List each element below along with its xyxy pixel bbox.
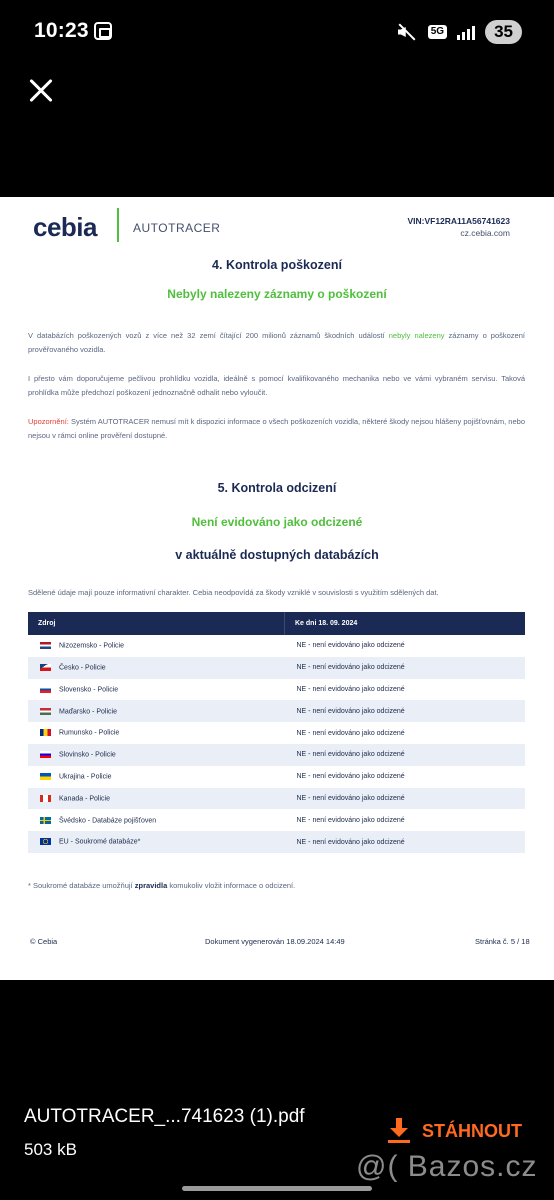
table-row	[28, 766, 525, 788]
download-label: STÁHNOUT	[422, 1120, 522, 1141]
table-row	[28, 635, 525, 657]
row-status: NE - není evidováno jako odcizené	[296, 816, 405, 824]
row-source-label: Ukrajina - Policie	[59, 773, 112, 781]
signal-icon	[457, 24, 475, 40]
se-flag-icon	[40, 817, 51, 824]
cz-flag-icon	[40, 664, 51, 671]
row-source-label: Švédsko - Databáze pojišťoven	[59, 816, 157, 824]
row-source-label: EU - Soukromé databáze*	[59, 838, 141, 846]
row-source-label: Česko - Policie	[59, 664, 106, 672]
logo-divider	[117, 208, 119, 242]
nl-flag-icon	[40, 642, 51, 649]
ro-flag-icon	[40, 729, 51, 736]
row-source-label: Rumunsko - Policie	[59, 729, 120, 737]
table-row	[28, 831, 525, 853]
hu-flag-icon	[40, 708, 51, 715]
section4-title: 4. Kontrola poškození	[212, 258, 342, 272]
table-row	[28, 722, 525, 744]
section5-title: 5. Kontrola odcizení	[217, 481, 337, 495]
table-row	[28, 744, 525, 766]
network-badge: 5G	[428, 25, 447, 39]
status-indicators	[396, 18, 522, 46]
row-source-label: Slovinsko - Policie	[59, 751, 116, 759]
row-source	[28, 831, 285, 853]
row-source-label: Maďarsko - Policie	[59, 707, 117, 715]
footer-copyright: © Cebia	[30, 937, 58, 946]
vin-number: VIN:VF12RA11A56741623	[407, 216, 510, 226]
row-status: NE - není evidováno jako odcizené	[296, 642, 405, 650]
row-source	[28, 809, 285, 831]
bazos-watermark: @( Bazos.cz	[356, 1150, 538, 1183]
table-header-row	[28, 612, 525, 635]
footer-page-number: Stránka č. 5 / 18	[475, 937, 530, 946]
row-status: NE - není evidováno jako odcizené	[285, 700, 526, 722]
section5-result: Není evidováno jako odcizené	[191, 515, 363, 529]
close-icon[interactable]	[26, 76, 56, 106]
row-source	[28, 744, 285, 766]
row-source	[28, 700, 285, 722]
table-row	[28, 700, 525, 722]
section4-paragraph-1: V databázích poškozených vozů z více než 32 zemí čítající 200 milionů záznamů škodních událostí nebyly nalezeny záznamy o poškození prověřovaného vozidla.	[28, 331, 525, 354]
row-source	[28, 766, 285, 788]
row-source	[28, 657, 285, 679]
footnote: * Soukromé databáze umožňují zpravidla komukoliv vložit informace o odcizení.	[28, 881, 296, 890]
row-status: NE - není evidováno jako odcizené	[296, 685, 405, 693]
theft-check-table	[28, 612, 525, 853]
row-source	[28, 788, 285, 810]
footer-generated: Dokument vygenerován 18.09.2024 14:49	[205, 937, 345, 946]
download-button[interactable]	[388, 1118, 522, 1144]
download-icon	[388, 1118, 410, 1144]
section5-subtitle: v aktuálně dostupných databázích	[175, 548, 379, 562]
table-row	[28, 679, 525, 701]
site-url: cz.cebia.com	[460, 228, 510, 238]
row-status: NE - není evidováno jako odcizené	[285, 788, 526, 810]
status-bar	[0, 0, 554, 64]
status-time: 10:23	[34, 19, 89, 42]
section4-warning: Upozornění: Systém AUTOTRACER nemusí mít k dispozici informace o všech poškozeních vozidla, některé škody nejsou hlášeny pojišťovnám, nebo nejsou v rámci online prověření dostupné.	[28, 417, 525, 440]
section4-paragraph-2: I přesto vám doporučujeme pečlivou prohlídku vozidla, ideálně s pomocí kvalifikovaného mechanika nebo ve vámi vybraném servisu. Taková prohlídka může předchozí poškození jednoznačně odhalit nebo vyloučit.	[28, 374, 525, 397]
row-source	[28, 722, 285, 744]
row-status: NE - není evidováno jako odcizené	[296, 729, 405, 737]
row-status: NE - není evidováno jako odcizené	[296, 773, 405, 781]
ca-flag-icon	[40, 795, 51, 802]
row-status: NE - není evidováno jako odcizené	[285, 657, 526, 679]
row-source-label: Slovensko - Policie	[59, 686, 119, 694]
file-size: 503 kB	[24, 1140, 77, 1159]
cebia-logo: cebia	[33, 212, 97, 242]
battery-indicator: 35	[485, 20, 522, 44]
table-row	[28, 788, 525, 810]
table-row	[28, 809, 525, 831]
row-source	[28, 635, 285, 657]
sk-flag-icon	[40, 686, 51, 693]
table-row	[28, 657, 525, 679]
home-indicator[interactable]	[182, 1186, 372, 1191]
row-status: NE - není evidováno jako odcizené	[285, 744, 526, 766]
file-name: AUTOTRACER_...741623 (1).pdf	[24, 1106, 305, 1127]
row-source-label: Nizozemsko - Policie	[59, 642, 124, 650]
screenshot-icon	[94, 22, 112, 40]
column-source: Zdroj	[28, 612, 285, 635]
row-source	[28, 679, 285, 701]
section5-disclaimer: Sdělené údaje mají pouze informativní charakter. Cebia neodpovídá za škody vzniklé v souvislosti s využitím sdělených dat.	[28, 588, 439, 597]
column-date: Ke dni 18. 09. 2024	[285, 612, 526, 635]
si-flag-icon	[40, 751, 51, 758]
ua-flag-icon	[40, 773, 51, 780]
product-name: AUTOTRACER	[133, 221, 221, 235]
row-status: NE - není evidováno jako odcizené	[285, 831, 526, 853]
section4-result: Nebyly nalezeny záznamy o poškození	[167, 287, 387, 301]
eu-flag-icon	[40, 838, 51, 845]
mute-icon	[396, 22, 418, 42]
row-source-label: Kanada - Policie	[59, 795, 110, 803]
